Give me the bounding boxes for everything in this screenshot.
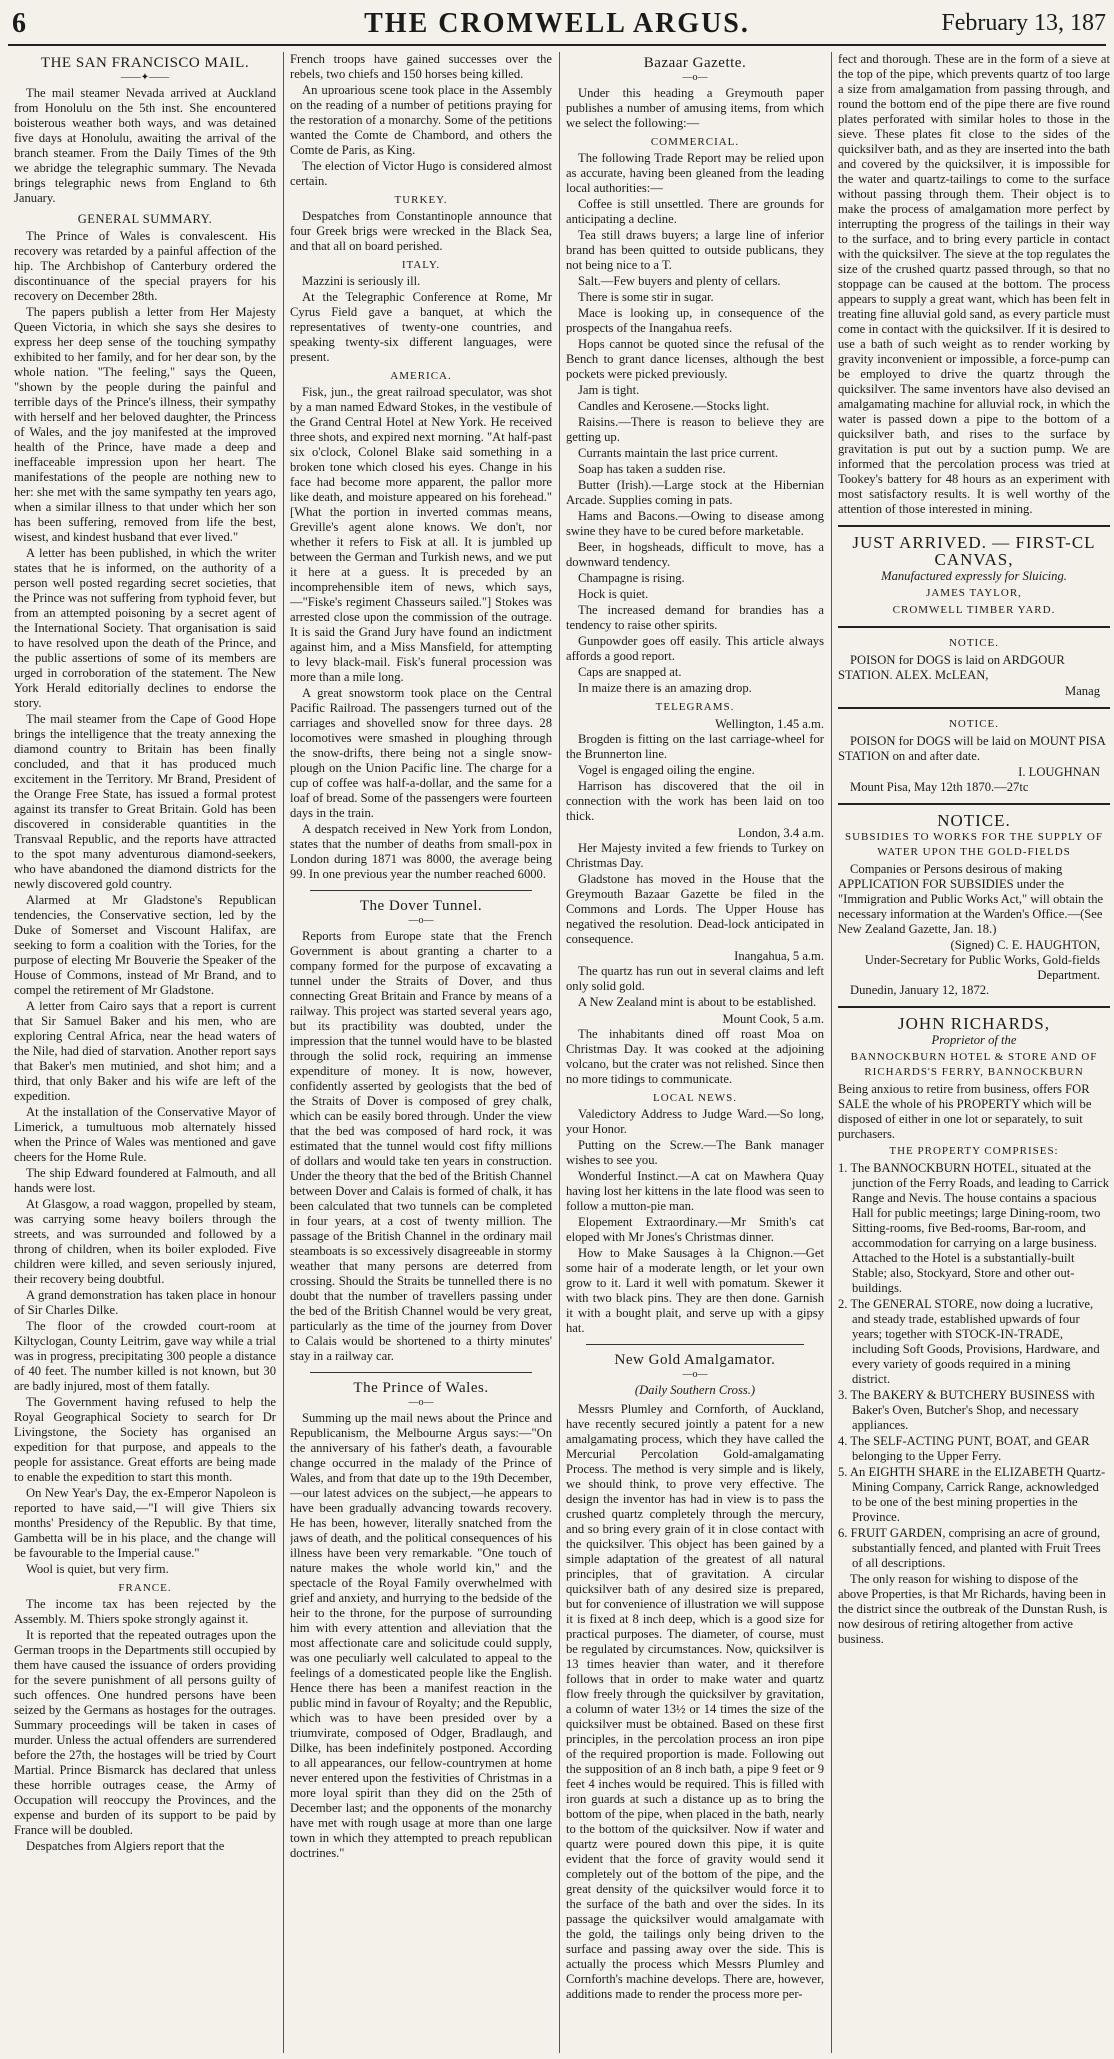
paragraph: Gunpowder goes off easily. This article always affords a good report. <box>566 634 824 663</box>
separator: —o— <box>682 72 708 83</box>
paragraph: A grand demonstration has taken place in honour of Sir Charles Dilke. <box>14 1288 276 1317</box>
paragraph: A great snowstorm took place on the Central Pacific Railroad. The passengers turned out of the carriages and shovelled snow for three days. 28 locomotives were smashed in ploughing through the snow-drifts, there being not a single snow-plough on the Union Pacific line. The charge for a cup of coffee was half-a-dollar, and the same for a loaf of bread. Some of the passengers were fourteen days in the train. <box>290 686 552 820</box>
ad-notice-heading: NOTICE. <box>948 637 1000 649</box>
paragraph: Beer, in hogsheads, difficult to move, has a downward tendency. <box>566 540 824 569</box>
separator: —o— <box>408 1397 434 1408</box>
paragraph: The election of Victor Hugo is considered almost certain. <box>290 159 552 188</box>
ad-body: Being anxious to retire from business, offers FOR SALE the whole of his PROPERTY which will be disposed of either in one lot or separately, to suit purchasers. <box>838 1082 1092 1141</box>
paragraph: Raisins.—There is reason to believe they are getting up. <box>566 415 824 444</box>
paragraph: A despatch received in New York from London, states that the number of deaths from small-pox in London during 1871 was 8000, the average being 99. In one previous year the number reached 6000. <box>290 822 552 881</box>
paragraph: Wool is quiet, but very firm. <box>26 1562 169 1576</box>
separator: ——✦—— <box>120 72 170 83</box>
paragraph: Mace is looking up, in consequence of the prospects of the Inangahua reefs. <box>566 306 824 335</box>
ad-role: Under-Secretary for Public Works, Gold-fields Department. <box>864 953 1100 982</box>
section-heading-turkey: TURKEY. <box>394 194 448 206</box>
paragraph: Champagne is rising. <box>578 571 685 585</box>
article-title-prince-of-wales: The Prince of Wales. <box>353 1380 489 1396</box>
paragraph: A letter has been published, in which the writer states that he is informed, on the authority of a person well posted regarding secret societies, that the Prince was not suffering from typhoid fever, but from an attempted poisoning by a secret agent of the International Society. That organisation is said to have resolved upon the death of the Prince, and the public assertions of some of its members are urged in corroboration of the statement. The New York Herald editorially declines to endorse the story. <box>14 546 276 710</box>
ad-notice-heading: NOTICE. <box>937 811 1011 830</box>
paragraph: In maize there is an amazing drop. <box>578 681 752 695</box>
paragraph: Hock is quiet. <box>578 587 649 601</box>
section-heading-commercial: COMMERCIAL. <box>650 136 740 148</box>
paragraph: There is some stir in sugar. <box>578 290 714 304</box>
advertisement-canvas <box>838 525 1110 618</box>
ad-signature: Manag <box>1065 684 1100 698</box>
ad-signature: (Signed) C. E. HAUGHTON, <box>950 938 1100 952</box>
article-title-new-gold-amalgamator: New Gold Amalgamator. <box>614 1352 776 1368</box>
paragraph: Hops cannot be quoted since the refusal of the Bench to grant dance licenses, although the best pockets were picked previously. <box>566 337 824 381</box>
paragraph: The increased demand for brandies has a tendency to raise other spirits. <box>566 603 824 632</box>
ad-signature: I. LOUGHNAN <box>1018 765 1100 779</box>
column-rule <box>559 52 560 2053</box>
section-heading-general-summary: GENERAL SUMMARY. <box>77 212 213 226</box>
paragraph: The mail steamer from the Cape of Good Hope brings the intelligence that the treaty annexing the diamond country to Britain has been finally concluded, and that it has produced much excitement in the Territory. Mr Brand, President of the Orange Free State, has issued a formal protest against its transfer to Great Britain. Gold has been discovered in considerable quantities in the Transvaal Republic, and the reports have attracted to the spot many adventurous diamond-seekers, who have abandoned the diamond districts for the newly discovered gold country. <box>14 712 276 891</box>
paragraph: At the installation of the Conservative Mayor of Limerick, a tumultuous mob alternately hissed when the Prince of Wales was mentioned and gave cheers for the Home Rule. <box>14 1105 276 1164</box>
dateline: Inangahua, 5 a.m. <box>734 949 824 963</box>
paragraph: At the Telegraphic Conference at Rome, Mr Cyrus Field gave a banquet, at which the representatives of twenty-one countries, and speaking twenty-six different languages, were present. <box>290 290 552 364</box>
separator: —o— <box>682 1369 708 1380</box>
ad-list-item: 4. The SELF-ACTING PUNT, BOAT, and GEAR belonging to the Upper Ferry. <box>838 1434 1090 1463</box>
paragraph: The inhabitants dined off roast Moa on Christmas Day. It was cooked at the adjoining volcano, but the crater was not relished. Since then no more tidings to communicate. <box>566 1027 824 1086</box>
paragraph: Tea still draws buyers; a large line of inferior brand has been quitted to outside publicans, they not being nice to a T. <box>566 228 824 272</box>
paragraph: Caps are snapped at. <box>578 665 682 679</box>
paragraph: Coffee is still unsettled. There are grounds for anticipating a decline. <box>566 197 824 226</box>
paragraph: Mazzini is seriously ill. <box>302 274 421 288</box>
section-heading-america: AMERICA. <box>390 370 452 382</box>
article-title-dover-tunnel: The Dover Tunnel. <box>359 898 483 914</box>
paragraph: The ship Edward foundered at Falmouth, and all hands were lost. <box>14 1166 276 1195</box>
paragraph: It is reported that the repeated outrages upon the German troops in the Departments still occupied by them have caused the issuance of orders providing for the severe punishment of all persons guilty of such offences. One hundred persons have been seized by the Germans as hostages for the outrages. Summary proceedings will be taken in cases of murder. Unless the actual offenders are surrendered before the 27th, the hostages will be tried by Court Martial. Prince Bismarck has declared that unless these horrible outrages cease, the Army of Occupation will reoccupy the Provinces, and the expense and burden of its support to be paid by France will be doubled. <box>14 1628 276 1837</box>
advertisement-bannockburn-sale <box>838 1006 1110 1647</box>
column-2 <box>290 52 552 2053</box>
article-title-bazaar-gazette: Bazaar Gazette. <box>643 55 747 71</box>
paragraph: On New Year's Day, the ex-Emperor Napoleon is reported to have said,—"I will give Thiers six months' Presidency of the Republic. By that time, Gambetta will be in his place, and the change will be favourable to the Imperial cause." <box>14 1486 276 1560</box>
paragraph: Jam is tight. <box>578 383 640 397</box>
ad-subtitle: CANVAS, <box>934 550 1014 569</box>
paragraph: A New Zealand mint is about to be established. <box>578 995 817 1009</box>
paragraph: Under this heading a Greymouth paper publishes a number of amusing items, from which we select the following:— <box>566 86 824 130</box>
paragraph: The income tax has been rejected by the Assembly. M. Thiers spoke strongly against it. <box>14 1597 276 1626</box>
paragraph: Butter (Irish).—Large stock at the Hibernian Arcade. Supplies coming in pats. <box>566 478 824 507</box>
ad-name: JAMES TAYLOR, <box>926 587 1022 599</box>
paragraph: Alarmed at Mr Gladstone's Republican tendencies, the Conservative section, led by the Duke of Somerset and Viscount Halifax, are seeking to form a coalition with the Tories, for the purpose of electing Mr Bouverie the Speaker of the House of Commons, instead of Mr Brand, and to compel the retirement of Mr Gladstone. <box>14 893 276 997</box>
ad-body: POISON for DOGS will be laid on MOUNT PISA STATION on and after date. <box>838 734 1106 763</box>
ad-title: JUST ARRIVED. — FIRST-CL <box>852 533 1096 552</box>
paragraph: The floor of the crowded court-room at Kiltyclogan, County Leitrim, gave way while a trial was in progress, precipitating 300 people a distance of 40 feet. The number killed is not known, but 30 are badly injured, most of them fatally. <box>14 1319 276 1393</box>
article-source: (Daily Southern Cross.) <box>634 1383 756 1397</box>
paragraph: The papers publish a letter from Her Majesty Queen Victoria, in which she says she desires to express her deep sense of the touching sympathy exhibited to her family, and for her dear son, by the whole nation. "The feeling," says the Queen, "shown by the people during the painful and terrible days of the Prince's illness, their sympathy with herself and her beloved daughter, the Princess of Wales, and the joy manifested at the improved health of the Prince, have made a deep and ineffaceable impression upon her heart. The manifestations of the people are nothing new to her: she met with the same sympathy ten years ago, when a similar illness to that under which her son has been suffering, removed from life the best, wisest, and kindest husband that ever lived." <box>14 305 276 544</box>
paragraph: An uproarious scene took place in the Assembly on the reading of a number of petitions praying for the restoration of a monarchy. Some of the petitions wanted the Comte de Chambord, and others the Comte de Paris, as King. <box>290 83 552 157</box>
paragraph: Her Majesty invited a few friends to Turkey on Christmas Day. <box>566 841 824 870</box>
ad-title: SUBSIDIES TO WORKS FOR THE SUPPLY OF WATER UPON THE GOLD-FIELDS <box>844 831 1103 858</box>
paragraph: The quartz has run out in several claims and left only solid gold. <box>566 964 824 993</box>
ad-title: BANNOCKBURN HOTEL & STORE AND OF RICHARDS'S FERRY, BANNOCKBURN <box>850 1051 1098 1078</box>
paragraph: Harrison has discovered that the oil in connection with the work has been laid on too thick. <box>566 779 824 823</box>
ad-body: Companies or Persons desirous of making APPLICATION FOR SUBSIDIES under the "Immigration and Public Works Act," will obtain the necessary information at the Warden's Office.—(See New Zealand Gazette, Jan. 18.) <box>838 862 1104 936</box>
newspaper-title: THE CROMWELL ARGUS. <box>364 8 750 39</box>
paragraph: The Prince of Wales is convalescent. His recovery was retarded by a painful affection of the hip. The Archbishop of Canterbury ordered the discontinuance of the special prayers for his recovery on December 28th. <box>14 229 276 303</box>
divider <box>310 890 532 891</box>
ad-list-item: 1. The BANNOCKBURN HOTEL, situated at the junction of the Ferry Roads, and leading to Carrick Range and Nevis. The house contains a spacious Hall for public meetings; large Dining-room, two Sitting-rooms, five Bed-rooms, Bar-room, and accommodation for carrying on a large business. Attached to the Hotel is a substantially-built Stable; also, Stockyard, Store and other out-buildings. <box>838 1161 1110 1295</box>
paragraph: Candles and Kerosene.—Stocks light. <box>578 399 770 413</box>
section-heading-telegrams: TELEGRAMS. <box>655 701 735 713</box>
advertisement-subsidies-notice <box>838 803 1110 998</box>
ad-body: POISON for DOGS is laid on ARDGOUR STATION. ALEX. McLEAN, <box>838 653 1065 682</box>
paragraph: Brogden is fitting on the last carriage-wheel for the Brunnerton line. <box>566 732 824 761</box>
paragraph: Summing up the mail news about the Prince and Republicanism, the Melbourne Argus says:—"On the anniversary of his father's death, a favourable change occurred in the malady of the Prince of Wales, and from that date up to the 19th December,—our latest advices on the subject,—he appears to have been gradually advancing towards recovery. He has been, however, literally snatched from the jaws of death, and the political consequences of his illness have been very remarkable. "One touch of nature makes the whole world kin," and the spectacle of the Royal Family overwhelmed with grief and anxiety, and hurrying to the bedside of the heir to the throne, for the purpose of surrounding him with every attention and alleviation that the most affectionate care and solicitude could supply, was one peculiarly well calculated to appeal to the feelings of a domesticated people like the English. Hence there has been a manifest reaction in the public mind in favour of Royalty; and the Republic, which was to have been presided over by a triumvirate, composed of Odger, Bradlaugh, and Dilke, has been indefinitely postponed. According to all appearances, our fellow-countrymen at home never entered upon the festivities of Christmas in a more loyal spirit than they did on the 25th of December last; and the opponents of the monarchy have met with rough usage at more than one large town in which they attempted to preach republican doctrines." <box>290 1411 552 1860</box>
ad-role: Proprietor of the <box>931 1033 1017 1047</box>
dateline: London, 3.4 a.m. <box>737 826 824 840</box>
paragraph: Despatches from Algiers report that the <box>26 1839 225 1853</box>
paragraph: Elopement Extraordinary.—Mr Smith's cat eloped with Mr Jones's Christmas dinner. <box>566 1215 824 1244</box>
ad-date: Dunedin, January 12, 1872. <box>850 983 990 997</box>
ad-list-item: 6. FRUIT GARDEN, comprising an acre of ground, substantially fenced, and planted with Fruit Trees of all descriptions. <box>838 1526 1101 1570</box>
separator: —o— <box>408 915 434 926</box>
paragraph: Vogel is engaged oiling the engine. <box>578 763 755 777</box>
ad-name: JOHN RICHARDS, <box>898 1014 1050 1033</box>
paragraph: At Glasgow, a road waggon, propelled by steam, was carrying some heavy boilers through the streets, and was surrounded and followed by a throng of children, when its boiler exploded. Five children were killed, and seven seriously injured, their recovery being doubtful. <box>14 1197 276 1286</box>
advertisement-ardgour-notice <box>838 626 1110 699</box>
masthead <box>8 6 1106 46</box>
article-title-san-francisco-mail: THE SAN FRANCISCO MAIL. <box>40 55 250 71</box>
ad-list-heading: THE PROPERTY COMPRISES: <box>889 1145 1059 1157</box>
section-heading-italy: ITALY. <box>401 259 441 271</box>
issue-date: February 13, 187 <box>941 10 1106 36</box>
ad-date: Mount Pisa, May 12th 1870.—27tc <box>850 780 1029 794</box>
paragraph: How to Make Sausages à la Chignon.—Get some hair of a moderate length, or let your own grow to it. Lard it well with pomatum. Skewer it with two black pins. They are then done. Garnish it with a bought plait, and serve up with a gipsy hat. <box>566 1246 824 1335</box>
paragraph: Valedictory Address to Judge Ward.—So long, your Honor. <box>566 1107 824 1136</box>
ad-tagline: Manufactured expressly for Sluicing. <box>881 569 1067 583</box>
ad-closing: The only reason for wishing to dispose of the above Properties, is that Mr Richards, having been in the district since the outbreak of the Dunstan Rush, is now desirous of retiring altogether from active business. <box>838 1572 1108 1646</box>
ad-place: CROMWELL TIMBER YARD. <box>892 604 1056 616</box>
paragraph: Soap has taken a sudden rise. <box>578 462 726 476</box>
ad-notice-heading: NOTICE. <box>948 718 1000 730</box>
paragraph: Despatches from Constantinople announce that four Greek brigs were wrecked in the Black Sea, and that all on board perished. <box>290 209 552 253</box>
paragraph: The following Trade Report may be relied upon as accurate, having been gleaned from the leading local authorities:— <box>566 151 824 195</box>
column-rule <box>831 52 832 2053</box>
paragraph: Reports from Europe state that the French Government is about granting a charter to a company formed for the purpose of excavating a tunnel under the Straits of Dover, and thus connecting Great Britain and France by means of a railway. This project was started several years ago, but its practibility was doubted, under the impression that the tunnel would have to be blasted through the solid rock, requiring an immense expenditure of money. It is now, however, confidently asserted by geologists that the bed of the Straits of Dover is composed of grey chalk, which can be easily bored through. Under the view that the bed was composed of hard rock, it was estimated that the tunnel would cost fifty millions of dollars and would take ten years in construction. Under the theory that the bed of the British Channel between Dover and Calais is formed of chalk, it has been calculated that two tunnels can be completed in four years, at a cost of twenty million. The passage of the British Channel in the ordinary mail steamboats is so excessively disagreeable in stormy weather that many persons are deterred from crossing. Should the Straits be tunnelled there is no doubt that the number of travellers passing under the bed of the British Channel would be very great, particularly as the time of the journey from Dover to Calais would be shortened to a thirty minutes' stay in a railway car. <box>290 929 552 1363</box>
divider <box>310 1372 532 1373</box>
advertisement-mount-pisa-notice <box>838 707 1110 795</box>
paragraph: fect and thorough. These are in the form of a sieve at the top of the pipe, which prevents quartz of too large a size from amalgamation from passing through, and round the bottom end of the pipe there are five round plates perforated with similar holes to those in the sieve. These plates fit close to the sides of the quicksilver bath, and as they are inserted into the bath and covered by the quicksilver, it is impossible for the water and quartz-tailings to come to the surface without passing through them. Their object is to make the process of amalgamation more perfect by interrupting the progress of the tailings in their way to the surface, and to bring every particle in contact with the quicksilver. The sieve at the top regulates the size of the crushed quartz passed through, so that no stoppage can be caused at the bottom. The process appears to supply a great want, which has been felt in treating fine alluvial gold sand, as every particle must come in contact with the quicksilver. If it is desired to use a bath of such weight as to render working by gravity inconvenient or impossible, a force-pump can be employed to drive the quartz through the quicksilver. The same inventors have also devised an amalgamating machine for alluvial rock, in which the water is passed down a pipe to the bottom of a quicksilver bath, and rises to the surface by gravitation is put out by a suction pump. We are informed that the percolation process was tried at Tookey's battery for 48 hours as an experiment with most satisfactory results. It is well worthy of the attention of those interested in mining. <box>838 52 1110 516</box>
paragraph: Hams and Bacons.—Owing to disease among swine they have to be cured before marketable. <box>566 509 824 538</box>
dateline: Wellington, 1.45 a.m. <box>715 717 824 731</box>
ad-list-item: 3. The BAKERY & BUTCHERY BUSINESS with Baker's Oven, Butcher's Shop, and necessary appliances. <box>838 1388 1095 1432</box>
column-3 <box>566 52 824 2053</box>
paragraph: Fisk, jun., the great railroad speculator, was shot by a man named Edward Stokes, in the vestibule of the Grand Central Hotel at New York. He received three shots, and expired next morning. "At half-past six o'clock, Colonel Blake said something in a broken tone which closed his eyes. Change in his face had become more apparent, the pallor more like death, and moisture appeared on his forehead." [What the portion in inverted commas means, Greville's agent alone knows. We don't, nor whether it refers to Fisk at all. It is jumbled up between the German and Turkish news, and we put it here at a guess. It is preceded by an incomprehensible item of news, which says,—"Fiske's regiment Chasseurs sailed."] Stokes was arrested close upon the commission of the outrage. It is said the Grand Jury have found an indictment against him, and a Miss Mansfield, for attempting to levy black-mail. Fisk's funeral procession was more than a mile long. <box>290 385 552 684</box>
ad-list-item: 5. An EIGHTH SHARE in the ELIZABETH Quartz-Mining Company, Carrick Range, acknowledged to be one of the best mining properties in the Province. <box>838 1465 1106 1524</box>
paragraph: The Government having refused to help the Royal Geographical Society to search for Dr Livingstone, the Society has organised an expedition for that purpose, and appeals to the people for assistance. Great efforts are being made to enable the expedition to start this month. <box>14 1395 276 1484</box>
paragraph: Putting on the Screw.—The Bank manager wishes to see you. <box>566 1138 824 1167</box>
paragraph: A letter from Cairo says that a report is current that Sir Samuel Baker and his men, who are exploring Central Africa, near the head waters of the Nile, had died of starvation. Another report says that Baker's men mutinied, and shot him; and a third, that only Baker and his wife are left of the expedition. <box>14 999 276 1103</box>
column-1 <box>14 52 276 2053</box>
column-rule <box>283 52 284 2053</box>
paragraph: Messrs Plumley and Cornforth, of Auckland, have recently secured jointly a patent for a new amalgamating process, which they have called the Mercurial Percolation Gold-amalgamating Process. The method is very simple and is likely, we should think, to prove very effective. The design the inventor has had in view is to pass the crushed quartz completely through the mercury, and so bring every grain of it in close contact with the quicksilver. This object has been gained by a simple adaptation of the greatest of all natural principles, that of gravitation. A circular quicksilver bath of any desired size is prepared, but for convenience of illustration we will suppose it is fixed at 8 inch deep, which is a good size for practical purposes. The diameter, of course, must be regulated by circumstances. Now, quicksilver is 13 times heavier than water, and it therefore follows that in order to make water and quartz flow freely through the quicksilver by gravitation, a column of water 13½ or 14 times the size of the quicksilver must be obtained. Based on these first principles, in the percolation process an iron pipe of the required proportion is made. Following out the supposition of an 8 inch bath, a pipe 9 feet or 9 feet 4 inches would be required. This is filled with iron guards at such a distance up as to bring the bottom of the pipe, when placed in the bath, nearly to the bottom of the quicksilver. Now if water and quartz were poured down this pipe, it is quite evident that the force of gravity would send it completely out of the bottom of the pipe, and the great density of the quicksilver would force it to the surface of the bath and over the sides. In its passage the quicksilver would amalgamate with the gold, the tailings only being driven to the surface and passing away over the side. This is actually the process which Messrs Plumley and Cornforth's machine develops. There are, however, additions made to render the process more per- <box>566 1402 824 2001</box>
dateline: Mount Cook, 5 a.m. <box>722 1012 824 1026</box>
paragraph: The mail steamer Nevada arrived at Auckland from Honolulu on the 5th inst. She encountered boisterous weather both ways, and was detained five days at Honolulu, awaiting the arrival of the branch steamer. From the Daily Times of the 9th we abridge the telegraphic summary. The Nevada brings telegraphic news from England to 6th January. <box>14 86 276 205</box>
paragraph: Wonderful Instinct.—A cat on Mawhera Quay having lost her kittens in the late flood was seen to follow a mutton-pie man. <box>566 1169 824 1213</box>
section-heading-france: FRANCE. <box>118 1582 172 1594</box>
ad-list-item: 2. The GENERAL STORE, now doing a lucrative, and steady trade, established upwards of four years; together with STOCK-IN-TRADE, including Soft Goods, Provisions, Hardware, and every variety of goods required in a mining district. <box>838 1297 1100 1386</box>
section-heading-local-news: LOCAL NEWS. <box>653 1092 737 1104</box>
paragraph: Currants maintain the last price current. <box>578 446 779 460</box>
divider <box>586 1344 804 1345</box>
page-number: 6 <box>12 8 26 39</box>
paragraph: Salt.—Few buyers and plenty of cellars. <box>578 274 781 288</box>
paragraph: French troops have gained successes over the rebels, two chiefs and 150 horses being killed. <box>290 52 552 81</box>
paragraph: Gladstone has moved in the House that the Greymouth Bazaar Gazette be filed in the Commons and Lords. The Upper House has negatived the resolution. Dead-lock anticipated in consequence. <box>566 872 824 946</box>
column-4 <box>838 52 1110 2053</box>
